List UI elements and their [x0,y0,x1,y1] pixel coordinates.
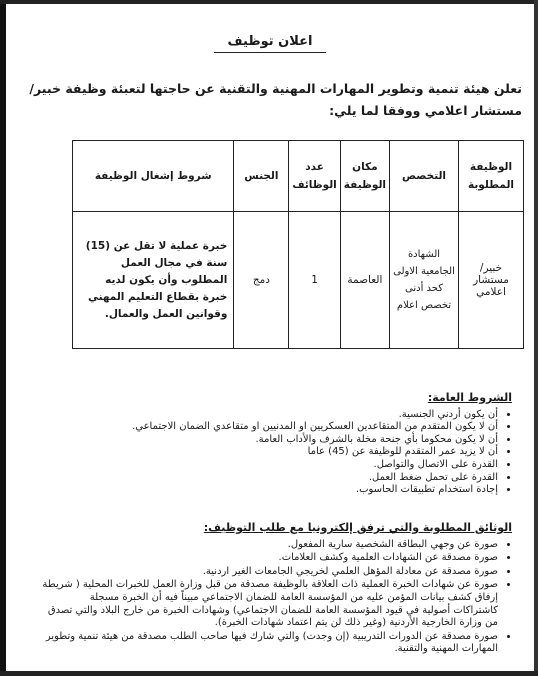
list-item: • أن يكون أردني الجنسية. [42,409,498,422]
general-conditions-section [42,392,512,497]
list-item: • صورة عن وجهي البطاقة الشخصية سارية المفعول. [42,539,498,552]
list-item: • القدرة على الاتصال والتواصل. [42,459,498,472]
required-documents-section [42,522,512,657]
list-item: • صورة مصدقة عن الدورات التدريبية (إن وجدت) والتي شارك فيها صاحب الطلب مصدقة من هيئة تنمية وتطوير المهارات المهنية والتقنية. [42,631,498,656]
header-conditions: شروط إشغال الوظيفة [73,141,234,212]
list-item: • أن لا يكون المتقدم من المتقاعدين العسكريين او المدنيين او متقاعدي الضمان الاجتماعي. [42,421,498,434]
table-row [73,212,524,349]
job-table [72,140,524,349]
general-conditions-heading: الشروط العامة: [427,391,512,404]
general-conditions-list [42,409,512,497]
list-item: • أن لا يكون محكوما بأي جنحة مخلة بالشرف والأداب العامة. [42,434,498,447]
header-job: الوظيفة المطلوبة [459,141,524,212]
document-title: اعلان توظيف [214,34,327,53]
document-page [14,12,526,668]
list-item: • إجادة استخدام تطبيقات الحاسوب. [42,484,498,497]
scan-border-left [0,0,6,676]
cell-job: خبير/ مستشار اعلامي [459,212,524,349]
scan-border-right [534,0,538,676]
header-count: عدد الوظائف [289,141,340,212]
scan-border-bottom [0,671,538,676]
cell-conditions: خبرة عملية لا تقل عن (15) سنة في مجال العمل المطلوب وأن يكون لديه خبرة بقطاع التعليم المهني وقوانين العمل والعمال. [73,212,234,349]
list-item: • أن لا يزيد عمر المتقدم للوظيفة عن (45) عاما [42,446,498,459]
list-item: • صورة مصدقة عن معادلة المؤهل العلمي لخريجي الجامعات الغير اردنية. [42,566,498,579]
required-documents-list [42,539,512,656]
table-header-row [73,141,524,212]
document-title-wrap [14,34,526,53]
cell-specialization: الشهادة الجامعية الاولى كحد أدنى تخصص اعلام [390,212,459,349]
list-item: • صورة عن شهادات الخبرة العملية ذات العلاقة بالوظيفة مصدقة من قبل وزارة العمل للخبرات المحلية ( شريطة إرفاق كشف بيانات المؤمن عليه من المؤسسة العامة للضمان الاجتماعي مبيناً فيه أن الخبرة مسجلة كاشتراكات أصولية في قيود المؤسسة العامة للضمان الاجتماعي) وشهادات الخبرة من خارج البلاد والتي تصدق من وزارة الخارجية الأردنية (وغير ذلك لن يتم اعتماد شهادات الخبرة). [42,579,498,629]
list-item: • صورة مصدقة عن الشهادات العلمية وكشف العلامات. [42,552,498,565]
scan-border-top [0,0,538,4]
header-specialization: التخصص [390,141,459,212]
required-documents-heading: الوثائق المطلوبة والتي ترفق إلكترونيا مع طلب التوظيف: [203,521,512,534]
intro-paragraph: تعلن هيئة تنمية وتطوير المهارات المهنية والتقنية عن حاجتها لتعبئة وظيفة خبير/ مستشار اعلامي ووفقا لما يلي: [29,81,522,118]
cell-gender: دمج [234,212,289,349]
header-location: مكان الوظيفة [340,141,389,212]
cell-location: العاصمة [340,212,389,349]
list-item: • القدرة على تحمل ضغط العمل. [42,472,498,485]
cell-count: 1 [289,212,340,349]
header-gender: الجنس [234,141,289,212]
